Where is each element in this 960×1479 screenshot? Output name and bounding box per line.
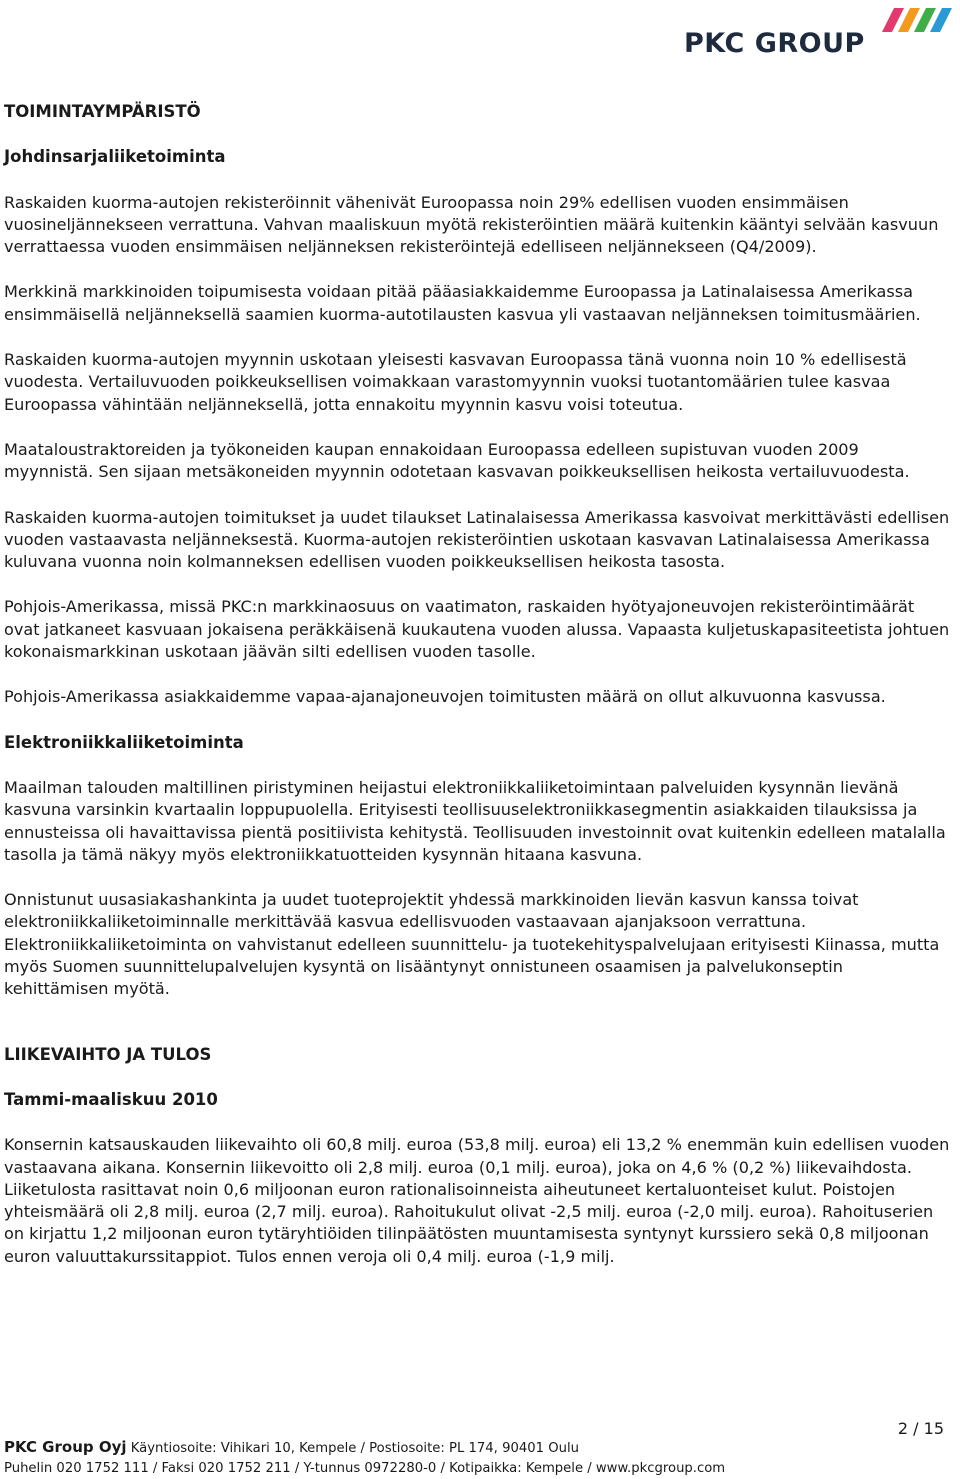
- paragraph: Raskaiden kuorma-autojen myynnin uskotaan yleisesti kasvavan Euroopassa tänä vuonna noin 10 % edellisestä vuodesta. Vertailuvuoden poikkeuksellisen voimakkaan varastomyynnin vuoksi tuotantomäärien tulee kasvaa Euroopassa vähintään neljänneksellä, jotta ennakoitu myynnin kasvu voisi toteutua.: [4, 350, 907, 414]
- paragraph: Onnistunut uusasiakashankinta ja uudet tuoteprojektit yhdessä markkinoiden lievän kasvun kanssa toivat elektroniikkaliiketoiminnalle merkittävää kasvua edellisvuoden vastaavaan ajanjaksoon verrattuna. Elektroniikkaliiketoiminta on vahvistanut edelleen suunnittelu- ja tuotekehityspalvelujaan erityisesti Kiinassa, mutta myös Suomen suunnittelupalvelujen kysyntä on lisääntynyt onnistuneen osaamisen ja palvelukonseptin kehittämisen myötä.: [4, 890, 940, 999]
- logo-text: PKC GROUP: [684, 28, 865, 59]
- section-heading-toimintaymparisto: TOIMINTAYMPÄRISTÖ: [4, 102, 201, 121]
- paragraph: Raskaiden kuorma-autojen toimitukset ja uudet tilaukset Latinalaisessa Amerikassa kasvoivat merkittävästi edellisen vuoden vastaavasta neljänneksestä. Kuorma-autojen rekisteröintien uskotaan kasvavan Latinalaisessa Amerikassa kuluvana vuonna noin kolmanneksen edellisen vuoden poikkeuksellisen heikosta tasosta.: [4, 507, 950, 572]
- page-number: 2 / 15: [897, 1419, 944, 1438]
- subheading-johdinsarjaliiketoiminta: Johdinsarjaliiketoiminta: [4, 147, 226, 167]
- footer-line-1: [4, 1437, 954, 1459]
- paragraph: Pohjois-Amerikassa, missä PKC:n markkinaosuus on vaatimaton, raskaiden hyötyajoneuvojen rekisteröintimäärät ovat jatkaneet kasvuaan jokaisena peräkkäisenä kuukautena vuoden alussa. Vapaasta kuljetuskapasiteetista johtuen kokonaismarkkinan uskotaan jäävän silti edellisen vuoden tasolle.: [4, 597, 950, 662]
- paragraph: Pohjois-Amerikassa asiakkaidemme vapaa-ajanajoneuvojen toimitusten määrä on ollut alkuvuonna kasvussa.: [4, 687, 886, 707]
- subheading-elektroniikkaliiketoiminta: Elektroniikkaliiketoiminta: [4, 732, 244, 752]
- subheading-tammi-maaliskuu-2010: Tammi-maaliskuu 2010: [4, 1089, 218, 1109]
- document-body: [4, 101, 950, 1291]
- section-heading-liikevaihto-ja-tulos: LIIKEVAIHTO JA TULOS: [4, 1044, 212, 1064]
- paragraph: Raskaiden kuorma-autojen rekisteröinnit vähenivät Euroopassa noin 29% edellisen vuoden ensimmäisen vuosineljännekseen verrattuna. Vahvan maaliskuun myötä rekisteröintien määrä kuitenkin kääntyi selvään kasvuun verrattaessa vuoden ensimmäisen neljänneksen rekisteröintejä edelliseen neljännekseen (Q4/2009).: [4, 192, 939, 257]
- paragraph: Merkkinä markkinoiden toipumisesta voidaan pitää pääasiakkaidemme Euroopassa ja Latinalaisessa Amerikassa ensimmäisellä neljänneksellä saamien kuorma-autotilausten kasvua yli vastaavan neljänneksen toimitusmäärien.: [4, 282, 921, 324]
- paragraph: Maataloustraktoreiden ja työkoneiden kaupan ennakoidaan Euroopassa edelleen supistuvan vuoden 2009 myynnistä. Sen sijaan metsäkoneiden myynnin odotetaan kasvavan poikkeuksellisen heikosta vertailuvuodesta.: [4, 439, 910, 482]
- logo-stripes-icon: [880, 4, 954, 32]
- footer-line-2: Puhelin 020 1752 111 / Faksi 020 1752 211 / Y-tunnus 0972280-0 / Kotipaikka: Kempele / www.pkcgroup.com: [4, 1461, 726, 1476]
- company-logo: [682, 4, 954, 58]
- paragraph: Maailman talouden maltillinen piristyminen heijastui elektroniikkaliiketoimintaan palveluiden kysynnän lievänä kasvuna varsinkin kvartaalin loppupuolella. Erityisesti teollisuuselektroniikkasegmentin asiakkaiden tilauksissa ja ennusteissa oli havaittavissa pientä positiivista kehitystä. Teollisuuden investoinnit ovat kuitenkin edelleen matalalla tasolla ja tämä näkyy myös elektroniikkatuotteiden kysynnän hitaana kasvuna.: [4, 777, 946, 864]
- footer-company-name: PKC Group Oyj: [4, 1438, 127, 1456]
- paragraph: Konsernin katsauskauden liikevaihto oli 60,8 milj. euroa (53,8 milj. euroa) eli 13,2 % enemmän kuin edellisen vuoden vastaavana aikana. Konsernin liikevoitto oli 2,8 milj. euroa (0,1 milj. euroa), joka on 4,6 % (0,2 %) liikevaihdosta. Liiketulosta rasittavat noin 0,6 miljoonan euron rationalisoinneista aiheutuneet kertaluonteiset kulut. Poistojen yhteismäärä oli 2,8 milj. euroa (2,7 milj. euroa). Rahoitukulut olivat -2,5 milj. euroa (-2,0 milj. euroa). Rahoituserien on kirjattu 1,2 miljoonan euron tytäryhtiöiden tilinpäätösten muuntamisesta syntynyt kurssiero sekä 0,8 miljoonan euron valuuttakurssitappiot. Tulos ennen veroja oli 0,4 milj. euroa (-1,9 milj.: [4, 1135, 950, 1266]
- footer: [4, 1437, 954, 1479]
- footer-address: Käyntiosoite: Vihikari 10, Kempele / Postiosoite: PL 174, 90401 Oulu: [130, 1441, 579, 1456]
